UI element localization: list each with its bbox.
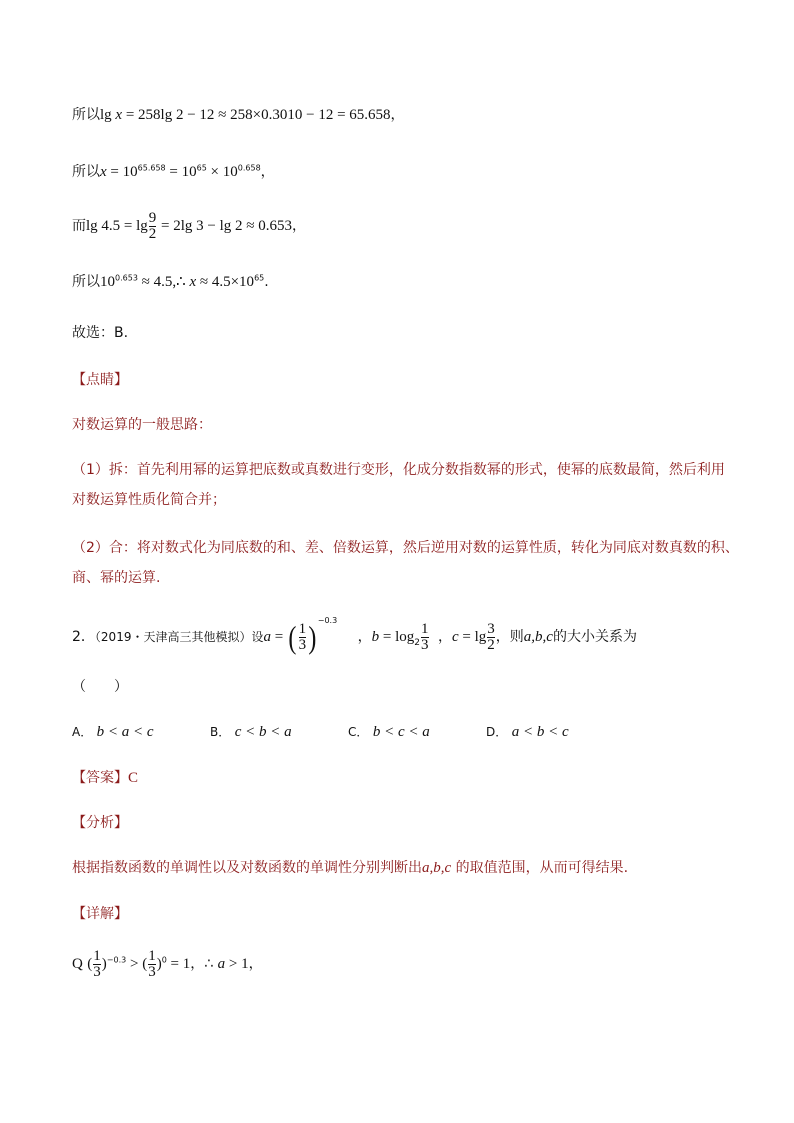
math-var: x <box>100 164 107 180</box>
question-2 <box>72 616 637 658</box>
log-base: 2 <box>414 637 421 648</box>
math: = log <box>379 629 415 645</box>
denominator: 2 <box>487 636 495 653</box>
option-label: D． <box>486 725 508 739</box>
math: = 2lg 3 − lg 2 ≈ 0.653 <box>157 218 293 234</box>
punct: ， <box>390 107 405 123</box>
question-number: 2． <box>72 629 95 645</box>
option-d[interactable] <box>486 722 624 742</box>
text: 的大小关系为 <box>552 629 637 645</box>
section-tag-answer: 【答案】 <box>72 770 128 786</box>
text: 根据指数函数的单调性以及对数函数的单调性分别判断出 <box>72 860 422 876</box>
text: 而 <box>72 218 86 234</box>
choice-statement: 故选：B. <box>72 325 129 341</box>
math-var: c <box>451 629 459 645</box>
punct: ， <box>437 629 452 645</box>
tips-step-1-cont: 对数运算性质化简合并； <box>72 492 226 508</box>
text: ，则 <box>495 629 524 645</box>
option-c[interactable] <box>348 722 486 742</box>
text: 所以 <box>72 164 100 180</box>
option-label: A． <box>72 725 93 739</box>
solution-line-3 <box>72 208 306 244</box>
exponent: 0.653 <box>115 273 138 283</box>
punct: . <box>264 274 269 290</box>
denominator: 2 <box>148 225 157 242</box>
text: 的取值范围，从而可得结果. <box>451 860 629 876</box>
numerator: 1 <box>421 620 429 637</box>
solution-line-4 <box>72 272 269 292</box>
option-b[interactable] <box>210 722 348 742</box>
option-expr: b < a < c <box>96 724 154 740</box>
math: = 1 <box>166 956 191 972</box>
numerator: 1 <box>93 947 101 964</box>
answer-line <box>72 768 138 788</box>
denominator: 3 <box>421 636 429 653</box>
option-expr: a < b < c <box>511 724 569 740</box>
fraction <box>299 622 307 653</box>
math: ≈ 4.5,∴ <box>137 274 190 290</box>
option-expr: b < c < a <box>372 724 430 740</box>
exponent: 0.658 <box>237 163 261 173</box>
text: ，∴ <box>190 956 218 972</box>
tips-step-2-cont: 商、幂的运算. <box>72 570 161 586</box>
option-expr: c < b < a <box>234 724 292 740</box>
math: Q <box>72 956 83 972</box>
denominator: 3 <box>298 636 307 653</box>
option-label: C． <box>348 725 369 739</box>
math: > <box>126 956 143 972</box>
numerator: 3 <box>487 620 495 637</box>
numerator: 9 <box>148 209 157 226</box>
left-paren: ( <box>288 619 297 655</box>
answer-value: C <box>128 770 139 786</box>
math: 10 <box>100 274 115 290</box>
math: = 10 <box>106 164 138 180</box>
math-var: a <box>263 629 271 645</box>
fraction <box>421 622 429 653</box>
punct: ， <box>292 218 307 234</box>
tips-step-1: （1）拆：首先利用幂的运算把底数或真数进行变形，化成分数指数幂的形式，使幂的底数最简，然后利用 <box>72 462 725 478</box>
numerator: 1 <box>148 947 156 964</box>
exponent: −0.3 <box>317 616 338 625</box>
solution-line-2 <box>72 162 275 182</box>
option-a[interactable] <box>72 722 210 742</box>
section-tag-tips: 【点睛】 <box>72 372 128 388</box>
tips-step-2: （2）合：将对数式化为同底数的和、差、倍数运算，然后逆用对数的运算性质，转化为同底对数真数的积、 <box>72 540 739 556</box>
math-var: a <box>217 956 226 972</box>
math: × 10 <box>206 164 238 180</box>
punct: ， <box>248 956 263 972</box>
math: > 1 <box>225 956 249 972</box>
math: ≈ 4.5×10 <box>196 274 255 290</box>
fraction <box>93 949 101 980</box>
options-row <box>72 722 624 742</box>
section-tag-analysis: 【分析】 <box>72 815 128 831</box>
math: = <box>270 629 287 645</box>
answer-blank: （ ） <box>72 679 128 695</box>
math-var: a,b,c <box>422 860 452 876</box>
section-tag-detail: 【详解】 <box>72 906 128 922</box>
question-source: （2019・天津高三其他模拟）设 <box>94 630 264 644</box>
math: = 258lg 2 − 12 ≈ 258×0.3010 − 12 = 65.658 <box>122 107 391 123</box>
punct: ， <box>260 164 275 180</box>
text: 所以 <box>72 107 100 123</box>
math: = lg <box>458 629 487 645</box>
math-var: a,b,c <box>523 629 553 645</box>
math: = 10 <box>165 164 197 180</box>
right-paren: ) <box>308 619 317 655</box>
exponent: 0 <box>161 955 167 965</box>
detail-line: Q ( $\frac{1}{3}$ )$^{-0.3}$ > ( $\frac{1}{3}$ )$^0$ = 1，∴ a > 1， <box>72 947 263 980</box>
exponent: −0.3 <box>106 955 127 965</box>
exponent: 65 <box>254 273 265 283</box>
fraction <box>487 622 495 653</box>
text: 所以 <box>72 274 100 290</box>
denominator: 3 <box>93 963 101 980</box>
math-var: b <box>371 629 380 645</box>
exponent: 65 <box>196 163 207 173</box>
fraction <box>149 211 157 242</box>
option-label: B． <box>210 725 231 739</box>
punct: ， <box>357 629 372 645</box>
numerator: 1 <box>298 620 307 637</box>
math: lg <box>100 107 116 123</box>
tips-heading: 对数运算的一般思路： <box>72 417 212 433</box>
analysis-text <box>72 858 628 878</box>
denominator: 3 <box>148 963 156 980</box>
math-var: x <box>189 274 197 290</box>
math: lg 4.5 = lg <box>86 218 148 234</box>
exponent: 65.658 <box>137 163 166 173</box>
fraction <box>148 949 156 980</box>
solution-line-1 <box>72 105 405 125</box>
math-var: x <box>115 107 123 123</box>
